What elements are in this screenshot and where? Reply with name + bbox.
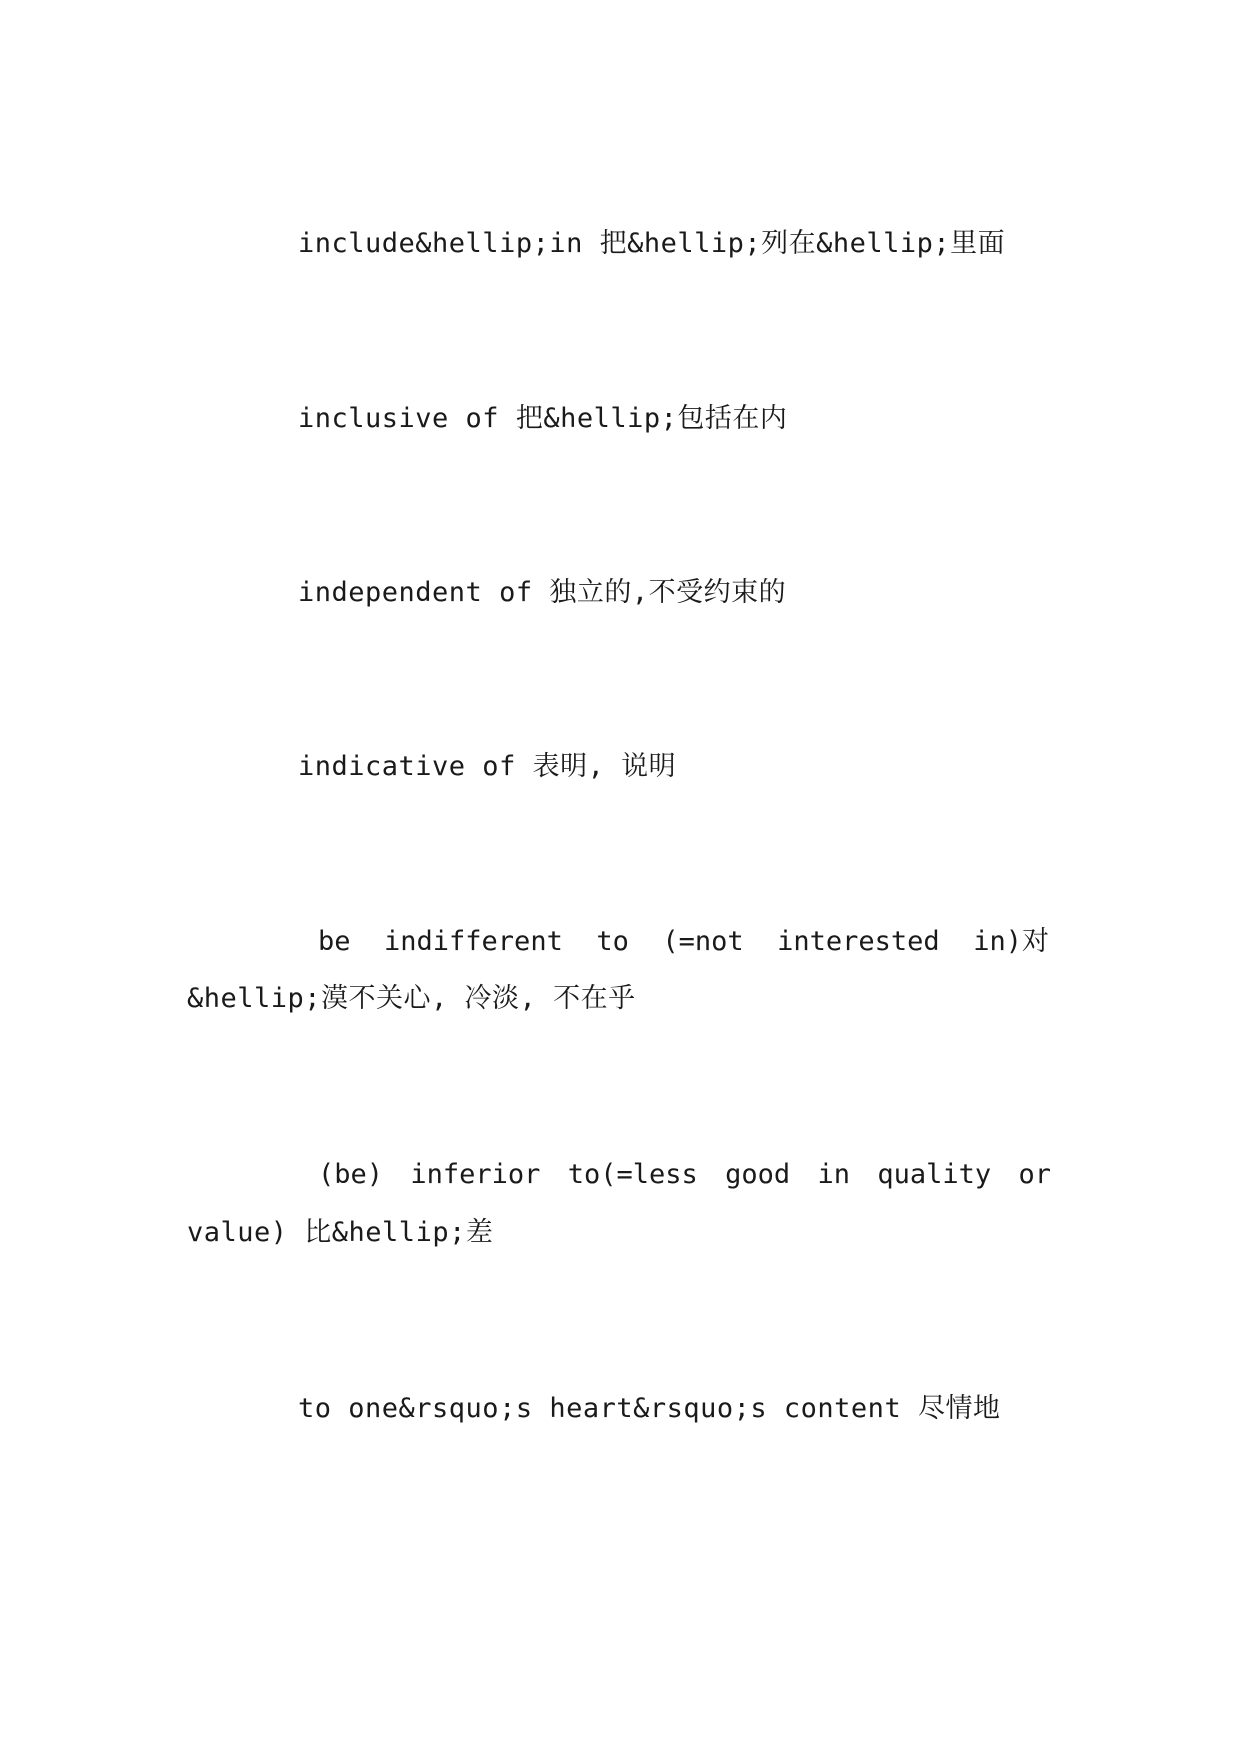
word: (be) <box>318 1159 384 1190</box>
word: or <box>1018 1159 1051 1190</box>
word: in <box>817 1159 850 1190</box>
word: quality <box>877 1159 992 1190</box>
entry-indifferent-to-line2: &hellip;漠不关心, 冷淡, 不在乎 <box>187 983 636 1014</box>
word: indifferent <box>384 926 563 957</box>
word: in)对 <box>973 926 1049 957</box>
entry-indifferent-to-line1 <box>318 923 1049 961</box>
entry-to-ones-hearts-content: to one&rsquo;s heart&rsquo;s content 尽情地 <box>298 1393 1001 1424</box>
word: (=not <box>662 926 744 957</box>
entry-inclusive-of: inclusive of 把&hellip;包括在内 <box>298 403 788 434</box>
entry-indicative-of: indicative of 表明, 说明 <box>298 751 677 782</box>
entry-include-in: include&hellip;in 把&hellip;列在&hellip;里面 <box>298 228 1006 259</box>
entry-inferior-to-line2: value) 比&hellip;差 <box>187 1217 494 1248</box>
word: interested <box>777 926 940 957</box>
entry-independent-of: independent of 独立的,不受约束的 <box>298 577 787 608</box>
word: inferior <box>410 1159 541 1190</box>
word: good <box>725 1159 791 1190</box>
entry-inferior-to-line1 <box>318 1156 1051 1194</box>
word: to(=less <box>567 1159 698 1190</box>
word: to <box>596 926 629 957</box>
word: be <box>318 926 351 957</box>
